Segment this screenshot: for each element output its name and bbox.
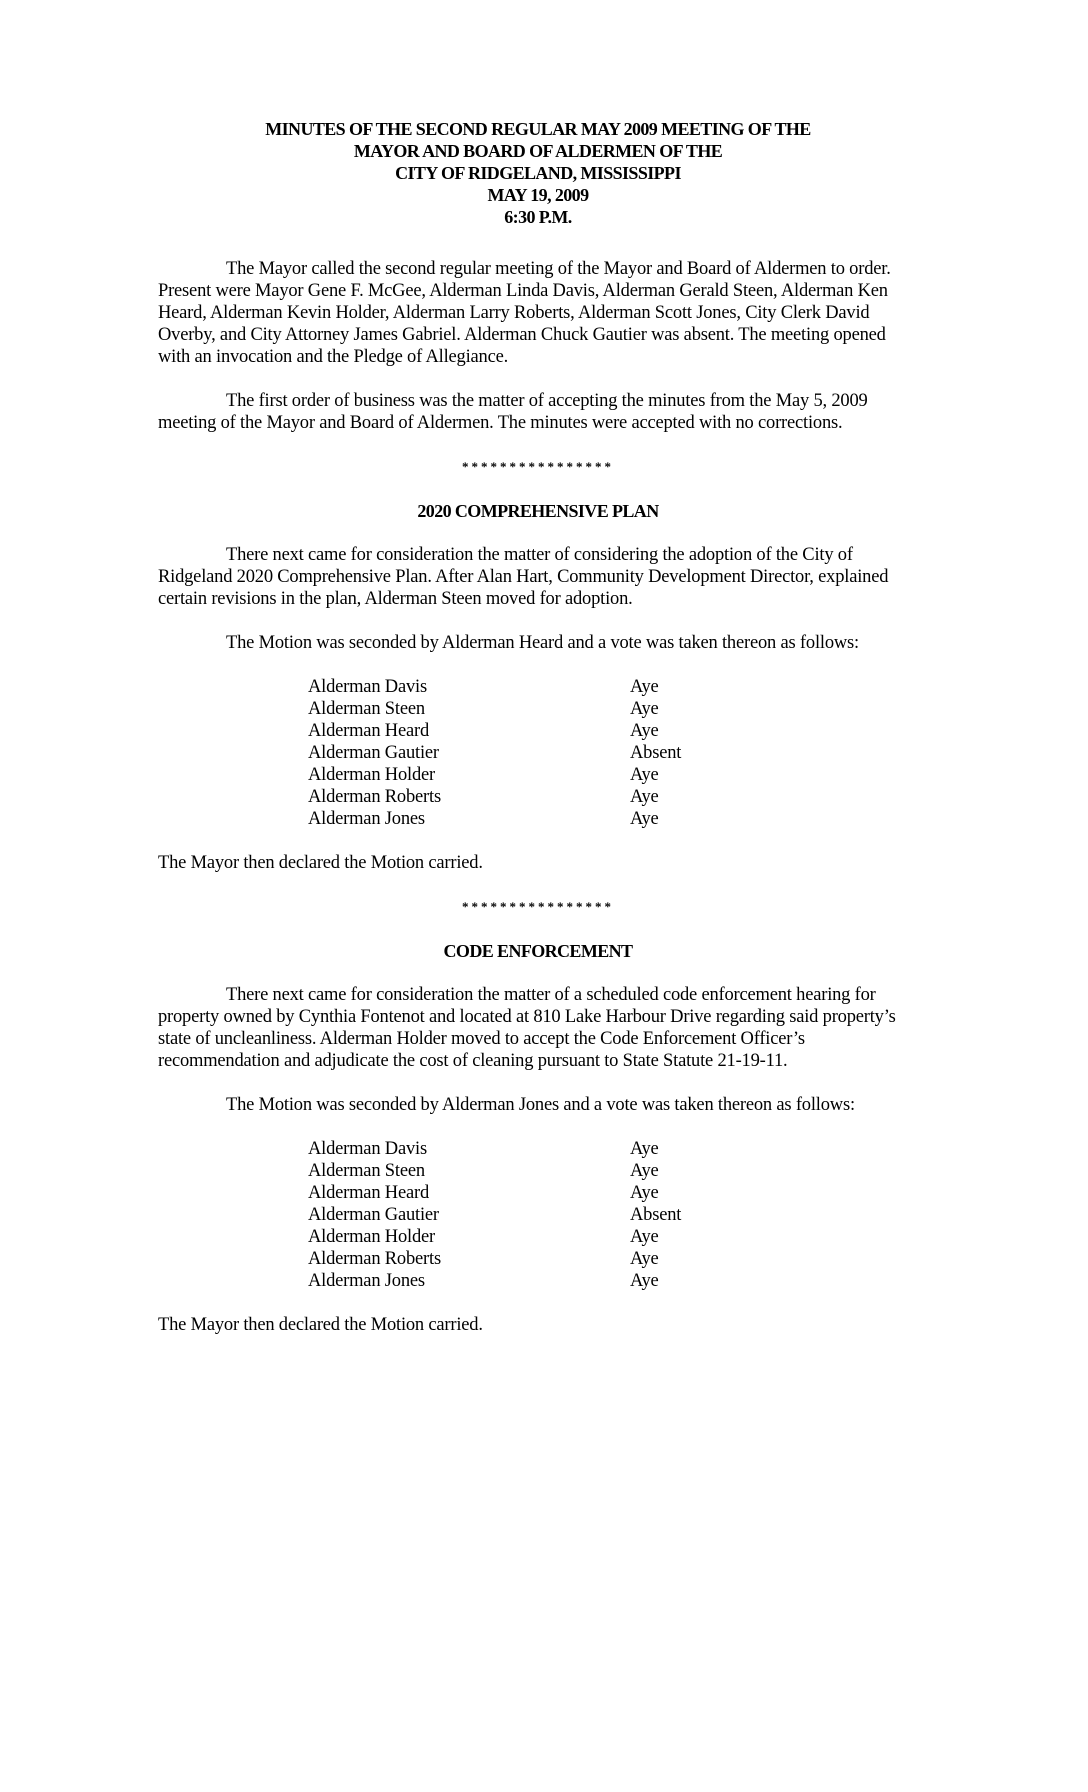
- alderman-name: Alderman Steen: [308, 699, 425, 719]
- alderman-name: Alderman Jones: [308, 809, 425, 829]
- vote-value: Aye: [630, 1183, 659, 1203]
- vote-row: [308, 1160, 681, 1182]
- vote-row: [308, 1226, 681, 1248]
- vote-row: [308, 1138, 681, 1160]
- vote-row: [308, 808, 681, 830]
- title-line: CITY OF RIDGELAND, MISSISSIPPI: [395, 163, 681, 183]
- section-paragraph: There next came for consideration the matter of a scheduled code enforcement hearing for property owned by Cynthia Fontenot and located at 810 Lake Harbour Drive regarding said property’s state of uncleanliness. Alderman Holder moved to accept the Code Enforcement Officer’s recommendation and adjudicate the cost of cleaning pursuant to State Statute 21-19-11.: [158, 985, 896, 1071]
- motion-result: The Mayor then declared the Motion carried.: [158, 1315, 483, 1335]
- vote-value: Aye: [630, 1271, 659, 1291]
- title-line: MINUTES OF THE SECOND REGULAR MAY 2009 MEETING OF THE: [265, 119, 811, 139]
- title-line: 6:30 P.M.: [504, 207, 572, 227]
- section-heading: 2020 COMPREHENSIVE PLAN: [417, 501, 659, 521]
- vote-row: [308, 1270, 681, 1292]
- vote-row: [308, 786, 681, 808]
- vote-table: [308, 676, 681, 830]
- vote-row: [308, 742, 681, 764]
- alderman-name: Alderman Holder: [308, 765, 435, 785]
- vote-table: [308, 1138, 681, 1292]
- vote-row: [308, 698, 681, 720]
- vote-value: Aye: [630, 1161, 659, 1181]
- vote-value: Aye: [630, 1139, 659, 1159]
- vote-row: [308, 1182, 681, 1204]
- title-line: MAYOR AND BOARD OF ALDERMEN OF THE: [353, 141, 723, 161]
- section-heading: CODE ENFORCEMENT: [443, 941, 633, 961]
- vote-value: Aye: [630, 809, 659, 829]
- vote-row: [308, 1248, 681, 1270]
- section-separator: ****************: [462, 899, 614, 914]
- alderman-name: Alderman Gautier: [308, 743, 439, 763]
- minutes-paragraph: The first order of business was the matter of accepting the minutes from the May 5, 2009 meeting of the Mayor and Board of Aldermen. The minutes were accepted with no corrections.: [158, 391, 868, 433]
- vote-value: Aye: [630, 699, 659, 719]
- alderman-name: Alderman Roberts: [308, 787, 441, 807]
- vote-value: Aye: [630, 1249, 659, 1269]
- section-code-enforcement: [158, 940, 918, 1336]
- vote-value: Absent: [630, 1205, 682, 1225]
- motion-paragraph: The Motion was seconded by Alderman Heard and a vote was taken thereon as follows:: [226, 633, 859, 653]
- document-page: [158, 118, 918, 1336]
- vote-value: Aye: [630, 677, 659, 697]
- alderman-name: Alderman Holder: [308, 1227, 435, 1247]
- alderman-name: Alderman Davis: [308, 677, 427, 697]
- intro-paragraph: The Mayor called the second regular meeting of the Mayor and Board of Aldermen to order. Present were Mayor Gene F. McGee, Alderman Linda Davis, Alderman Gerald Steen, Alderman Ken Heard, Alderman Kevin Holder, Alderman Larry Roberts, Alderman Scott Jones, City Clerk David Overby, and City Attorney James Gabriel. Alderman Chuck Gautier was absent. The meeting opened with an invocation and the Pledge of Allegiance.: [158, 259, 891, 367]
- section-paragraph: There next came for consideration the matter of considering the adoption of the City of Ridgeland 2020 Comprehensive Plan. After Alan Hart, Community Development Director, explained certain revisions in the plan, Alderman Steen moved for adoption.: [158, 545, 889, 609]
- alderman-name: Alderman Steen: [308, 1161, 425, 1181]
- section-separator: ****************: [462, 459, 614, 474]
- document-title: [158, 118, 918, 228]
- alderman-name: Alderman Heard: [308, 721, 429, 741]
- vote-row: [308, 676, 681, 698]
- vote-row: [308, 764, 681, 786]
- vote-value: Aye: [630, 765, 659, 785]
- motion-result: The Mayor then declared the Motion carried.: [158, 853, 483, 873]
- vote-value: Aye: [630, 1227, 659, 1247]
- alderman-name: Alderman Jones: [308, 1271, 425, 1291]
- alderman-name: Alderman Gautier: [308, 1205, 439, 1225]
- alderman-name: Alderman Davis: [308, 1139, 427, 1159]
- vote-value: Aye: [630, 721, 659, 741]
- section-comprehensive-plan: [158, 500, 918, 874]
- motion-paragraph: The Motion was seconded by Alderman Jones and a vote was taken thereon as follows:: [226, 1095, 855, 1115]
- vote-value: Aye: [630, 787, 659, 807]
- alderman-name: Alderman Heard: [308, 1183, 429, 1203]
- vote-row: [308, 720, 681, 742]
- vote-row: [308, 1204, 681, 1226]
- vote-value: Absent: [630, 743, 682, 763]
- title-line: MAY 19, 2009: [487, 185, 589, 205]
- alderman-name: Alderman Roberts: [308, 1249, 441, 1269]
